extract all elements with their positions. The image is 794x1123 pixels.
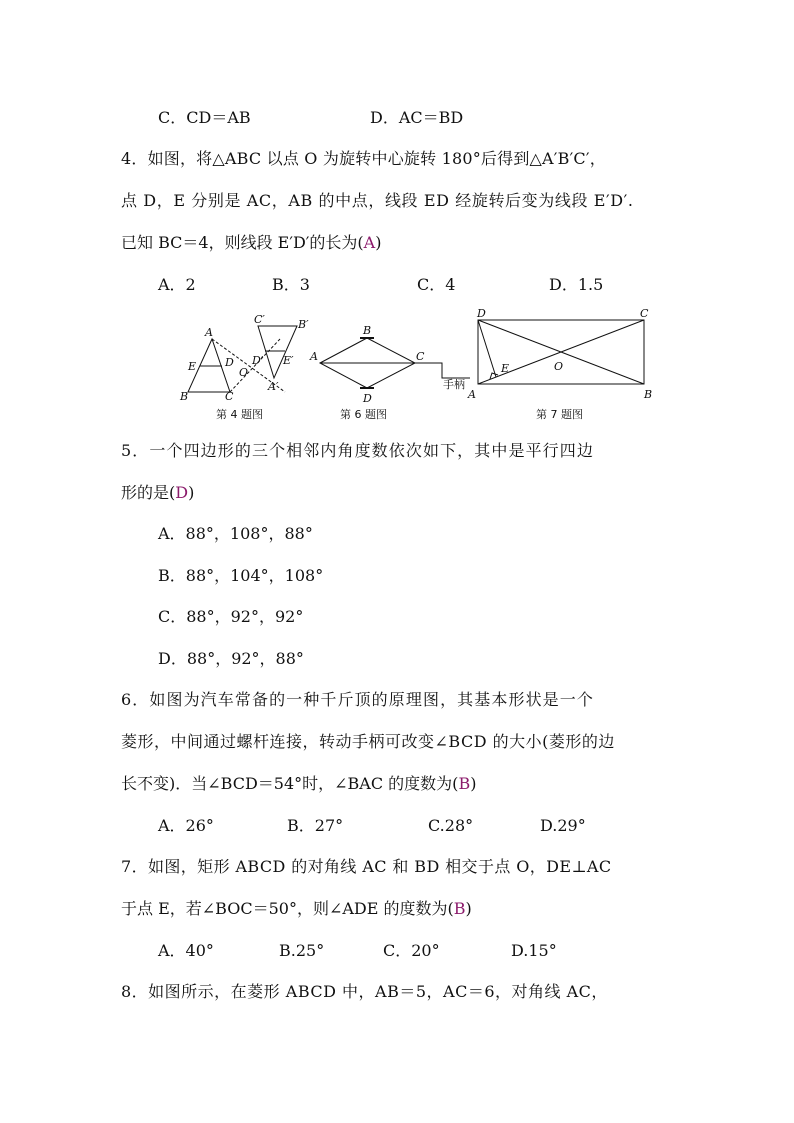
q7-option-d: D.15° bbox=[511, 941, 557, 960]
q6-option-c: C.28° bbox=[428, 816, 474, 835]
q6-stem-line3: 长不变)．当∠BCD＝54°时，∠BAC 的度数为(B) bbox=[121, 774, 477, 793]
fig7-label-e: E bbox=[501, 362, 510, 375]
q7-stem-line2: 于点 E，若∠BOC＝50°，则∠ADE 的度数为(B) bbox=[121, 899, 472, 918]
q7-answer: B bbox=[453, 899, 466, 918]
figures-row bbox=[170, 306, 660, 426]
q7-option-a: A．40° bbox=[158, 941, 214, 960]
q5-answer: D bbox=[175, 483, 189, 502]
q6-option-b: B．27° bbox=[287, 816, 344, 835]
q4-option-a: A．2 bbox=[158, 275, 196, 294]
fig4-label-a: A bbox=[205, 326, 213, 339]
q6-option-d: D.29° bbox=[540, 816, 586, 835]
fig7-label-o: O bbox=[554, 360, 564, 373]
fig4-label-o: O bbox=[239, 366, 249, 379]
q4-answer: A bbox=[363, 233, 376, 252]
fig4-caption: 第 4 题图 bbox=[216, 408, 263, 421]
fig4-label-b: B bbox=[180, 390, 189, 403]
fig7-label-a: A bbox=[468, 388, 476, 401]
fig4-label-c-prime: C′ bbox=[254, 313, 265, 326]
q4-option-c: C．4 bbox=[417, 275, 456, 294]
q7-option-c: C．20° bbox=[383, 941, 440, 960]
fig7-label-d: D bbox=[477, 307, 486, 320]
q5-stem-line2: 形的是(D) bbox=[121, 483, 195, 502]
q3-option-d: D．AC＝BD bbox=[370, 108, 464, 127]
q5-option-c: C．88°，92°，92° bbox=[158, 607, 304, 626]
fig6-label-d: D bbox=[363, 392, 372, 405]
q4-option-b: B．3 bbox=[272, 275, 310, 294]
q6-stem-line1: 6．如图为汽车常备的一种千斤顶的原理图，其基本形状是一个 bbox=[121, 690, 594, 709]
fig4-label-e-prime: E′ bbox=[283, 354, 294, 367]
q4-stem-line2: 点 D，E 分别是 AC，AB 的中点，线段 ED 经旋转后变为线段 E′D′. bbox=[121, 191, 634, 210]
q4-stem-line3: 已知 BC＝4，则线段 E′D′的长为(A) bbox=[121, 233, 382, 252]
q4-option-d: D．1.5 bbox=[549, 275, 604, 294]
q6-answer: B bbox=[458, 774, 471, 793]
q7-stem-line1: 7．如图，矩形 ABCD 的对角线 AC 和 BD 相交于点 O，DE⊥AC bbox=[121, 857, 612, 876]
fig6-label-handle: 手柄 bbox=[443, 378, 465, 391]
fig4-label-d-prime: D′ bbox=[252, 354, 264, 367]
fig4-label-a-prime: A′ bbox=[268, 380, 279, 393]
q7-option-b: B.25° bbox=[279, 941, 325, 960]
fig7-caption: 第 7 题图 bbox=[536, 408, 583, 421]
fig7-label-c: C bbox=[640, 307, 649, 320]
fig4-label-c: C bbox=[225, 390, 234, 403]
fig6-label-c: C bbox=[416, 350, 425, 363]
q5-option-a: A．88°，108°，88° bbox=[158, 524, 313, 543]
q6-option-a: A．26° bbox=[158, 816, 214, 835]
q5-option-d: D．88°，92°，88° bbox=[158, 649, 304, 668]
fig4-label-d: D bbox=[225, 356, 234, 369]
fig4-label-e: E bbox=[188, 360, 197, 373]
q5-stem-line1: 5．一个四边形的三个相邻内角度数依次如下，其中是平行四边 bbox=[121, 441, 594, 460]
q6-stem-line2: 菱形，中间通过螺杆连接，转动手柄可改变∠BCD 的大小(菱形的边 bbox=[121, 732, 615, 751]
q4-stem-line1: 4．如图，将△ABC 以点 O 为旋转中心旋转 180°后得到△A′B′C′， bbox=[121, 149, 606, 168]
fig4-label-b-prime: B′ bbox=[298, 318, 309, 331]
fig6-caption: 第 6 题图 bbox=[340, 408, 387, 421]
q5-option-b: B．88°，104°，108° bbox=[158, 566, 324, 585]
q8-stem-line1: 8．如图所示，在菱形 ABCD 中，AB＝5，AC＝6，对角线 AC， bbox=[121, 982, 608, 1001]
fig6-label-a: A bbox=[310, 350, 318, 363]
q3-option-c: C．CD＝AB bbox=[158, 108, 251, 127]
fig6-label-b: B bbox=[363, 324, 372, 337]
fig7-label-b: B bbox=[644, 388, 653, 401]
